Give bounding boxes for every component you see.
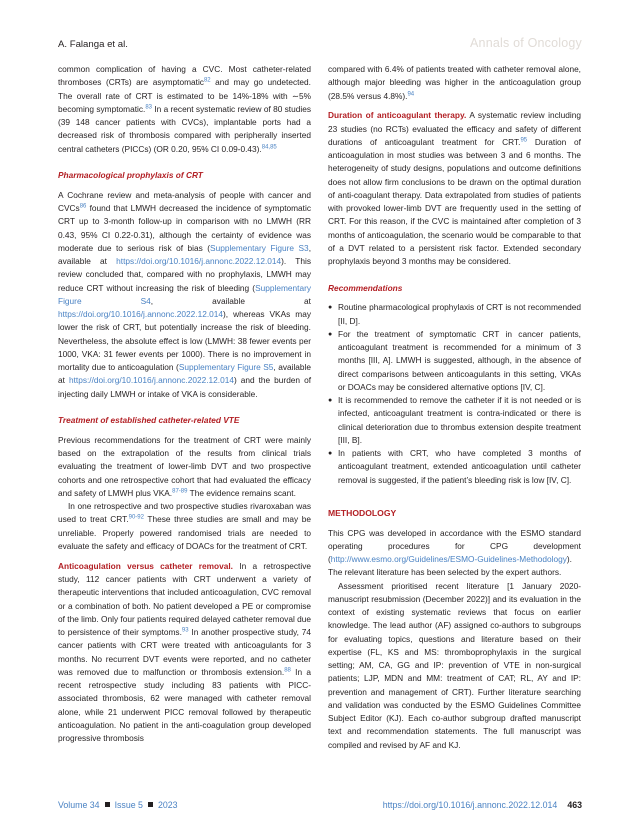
citation-link[interactable]: 83 xyxy=(145,104,153,111)
separator-square-icon xyxy=(148,802,153,807)
citation-link[interactable]: 94 xyxy=(407,90,415,97)
citation-link[interactable]: 88 xyxy=(284,667,291,674)
citation-link[interactable]: 90-92 xyxy=(128,514,144,521)
doi-link[interactable]: https://doi.org/10.1016/j.annonc.2022.12.014 xyxy=(58,309,223,320)
citation-link[interactable]: 95 xyxy=(520,137,528,144)
paragraph-duration: Duration of anticoagulant therapy. A systematic review including 23 studies (no RCTs) evaluated the efficacy and safety of different durations of anticoagulant treatment for CRT.$^{95}$ Duration of anticoagulation in most studies was between 3 and 6 months. The heterogeneity of study designs, populations and outcome definitions does not allow firm conclusions to be drawn on the optimal duration of anti-coagulant therapy. Data extrapolated from studies of patients with provoked lower-limb DVT are frequently used in the setting of CRT. For this reason, if the CVC is maintained after completion of 3 months of anticoagulation, the scenario would be comparable to that of a DVT related to a persistent risk factor. Extended secondary prophylaxis beyond 3 months may be considered. xyxy=(328,110,581,267)
supplementary-figure-link[interactable]: Supplementary Figure S3 xyxy=(210,242,309,253)
running-header-authors: A. Falanga et al. xyxy=(58,39,128,50)
paragraph-assessment: Assessment prioritised recent literature [1 January 2020-manuscript resubmission (December 2022)] and its evaluation in the context of existing systematic reviews that focus on earlier knowledge. The lead author (AF) assigned co-authors to subgroups for evaluating topics, questions and literature based on their expertise (FL, KS and MS: thromboprophylaxis in the surgical setting; AM, CA, GG and IP: prevention of VTE in non-surgical patients; LJP, MDN and MM: treatment of CAT; RL, AY and IP: prevention and management of CRT). Further literature searching and validation was conducted by the ESMO Guidelines Committee Subject Editor (KJ). Each co-author subgroup drafted manuscript text and recommendation statements. The full manuscript was compiled and revised by AF and KJ. xyxy=(328,580,581,750)
running-header-journal: Annals of Oncology xyxy=(470,36,582,50)
recommendation-item: ● It is recommended to remove the catheter if it is not needed or is infected, anticoagulant treatment is contra-indicated or there is clinical deterioration due to thrombus extension despite treatment [III, B]. xyxy=(328,394,581,447)
paragraph-rivaroxaban: In one retrospective and two prospective studies rivaroxaban was used to treat CRT.$^{90-92}$ These three studies are small and may be unreliable. Properly powered randomised trials are needed to evaluate the safety and efficacy of DOACs for the treatment of CRT. xyxy=(58,501,311,551)
page-number: 463 xyxy=(567,800,582,810)
section-heading-prophylaxis: Pharmacological prophylaxis of CRT xyxy=(58,170,203,180)
separator-square-icon xyxy=(105,802,110,807)
paragraph-previous-recommendations: Previous recommendations for the treatment of CRT were mainly based on the extrapolation of the results from clinical trials evaluating the treatment of lower-limb DVT and two prospective cohorts and one retrospective cohort that had evaluated the efficacy and safety of LMWH plus VKA.$^{87-89}$ The evidence remains scant. xyxy=(58,434,311,498)
paragraph-crt-overview: common complication of having a CVC. Most catheter-related thromboses (CRTs) are asymptomatic$^{82}$ and may go undetected. The overall rate of CRT is estimated to be 14%-18% with ∼5% becoming symptomatic.$^{83}$ In a recent systematic review of 80 studies (39 148 cancer patients with CVCs), implantable ports had a decreased risk of thrombosis compared with peripherally inserted central catheters (PICCs) (OR 0.20, 95% CI 0.09-0.43).$^{84,85}$ xyxy=(58,64,311,154)
paragraph-cochrane-review: A Cochrane review and meta-analysis of people with cancer and CVCs$^{86}$ found that LMWH decreased the incidence of symptomatic CRT up to 3-month follow-up in comparison with no LMWH (RR 0.43, 95% CI 0.22-0.31), although the certainty of evidence was moderate due to serious risk of bias (Supplementary Figure S3, available at https://doi.org/10.1016/j.annonc.2022.12.014). This review concluded that, compared with no prophylaxis, LMWH may reduce CRT without increasing the risk of bleeding (Supplementary Figure S4, available at https://doi.org/10.1016/j.annonc.2022.12.014), whereas VKAs may lower the risk of CRT, but potentially increase the risk of bleeding. Nevertheless, the absolute effect is low (LMWH: 38 fewer events per 1000, VKA: 31 fewer events per 1000). There is no improvement in mortality due to anticoagulation (Supplementary Figure S5, available at https://doi.org/10.1016/j.annonc.2022.12.014) and the burden of injecting daily LMWH or intake of VKA is considerable. xyxy=(58,189,312,399)
run-in-heading: Duration of anticoagulant therapy. xyxy=(328,110,467,121)
doi-link[interactable]: https://doi.org/10.1016/j.annonc.2022.12.014 xyxy=(116,256,282,267)
paragraph-major-bleeding: compared with 6.4% of patients treated with catheter removal alone, although major bleeding was higher in the anticoagulation group (28.5% versus 4.8%).$^{94}$ xyxy=(328,64,581,101)
doi-link[interactable]: https://doi.org/10.1016/j.annonc.2022.12.014 xyxy=(68,375,234,386)
paragraph-methodology: This CPG was developed in accordance with the ESMO standard operating procedures for CPG development (http://www.esmo.org/Guidelines/ESMO-Guidelines-Methodology). The relevant literature has been selected by the expert authors. xyxy=(328,527,581,578)
issue-info: Volume 34 Issue 5 2023 xyxy=(58,800,178,810)
section-heading-treatment: Treatment of established catheter-related VTE xyxy=(58,415,240,426)
recommendation-item: ● Routine pharmacological prophylaxis of CRT is not recommended [II, D]. xyxy=(328,301,581,328)
run-in-heading: Anticoagulation versus catheter removal. xyxy=(58,560,233,571)
left-column xyxy=(58,63,311,745)
recommendation-item: ● For the treatment of symptomatic CRT in cancer patients, anticoagulant treatment is recommended for a minimum of 3 months [III, A]. LMWH is suggested, although, in the absence of direct comparisons between anticoagulants in this setting, VKAs or DOACs may be considered alternative options [IV, C]. xyxy=(328,328,581,394)
supplementary-figure-link[interactable]: Supplementary Figure S5 xyxy=(178,362,274,373)
supplementary-figure-link[interactable]: Supplementary Figure S4 xyxy=(58,282,311,306)
recommendations-list xyxy=(328,301,581,487)
citation-link[interactable]: 93 xyxy=(181,627,189,634)
esmo-methodology-link[interactable]: http://www.esmo.org/Guidelines/ESMO-Guidelines-Methodology xyxy=(330,554,567,565)
footer-doi-link[interactable]: https://doi.org/10.1016/j.annonc.2022.12.014 xyxy=(382,800,558,810)
recommendation-item: ● In patients with CRT, who have completed 3 months of anticoagulant treatment, extended anticoagulation until catheter removal is suggested, if the patient’s bleeding risk is low [IV, C]. xyxy=(328,447,581,487)
citation-link[interactable]: 84,85 xyxy=(261,143,277,150)
recommendations-heading: Recommendations xyxy=(328,282,403,293)
citation-link[interactable]: 82 xyxy=(203,77,211,84)
paragraph-anticoagulation-vs-removal: Anticoagulation versus catheter removal. In a retrospective study, 112 cancer patients with CRT underwent a variety of therapeutic interventions that included anticoagulation, CVC removal or a combination of both. No patient developed a PE or compromise of the limb. Only four patients required delayed catheter removal due to persistence of their symptoms.$^{93}$ In another prospective study, 74 cancer patients with CRT were treated with anticoagulants for 3 months. No recurrent DVT events were reported, and no catheter was removed due to malfunction or thrombosis extension.$^{88}$ In a recent retrospective study including 83 patients with PICC-associated thrombosis, 62 were managed with catheter removal alone, while 21 underwent PICC removal followed by therapeutic anticoagulation. No patient in the anti-coagulation group developed progressive thrombosis xyxy=(58,560,311,744)
citation-link[interactable]: 86 xyxy=(79,203,87,210)
citation-link[interactable]: 87-89 xyxy=(172,488,188,495)
methodology-heading: METHODOLOGY xyxy=(328,507,397,518)
right-column xyxy=(328,63,581,752)
